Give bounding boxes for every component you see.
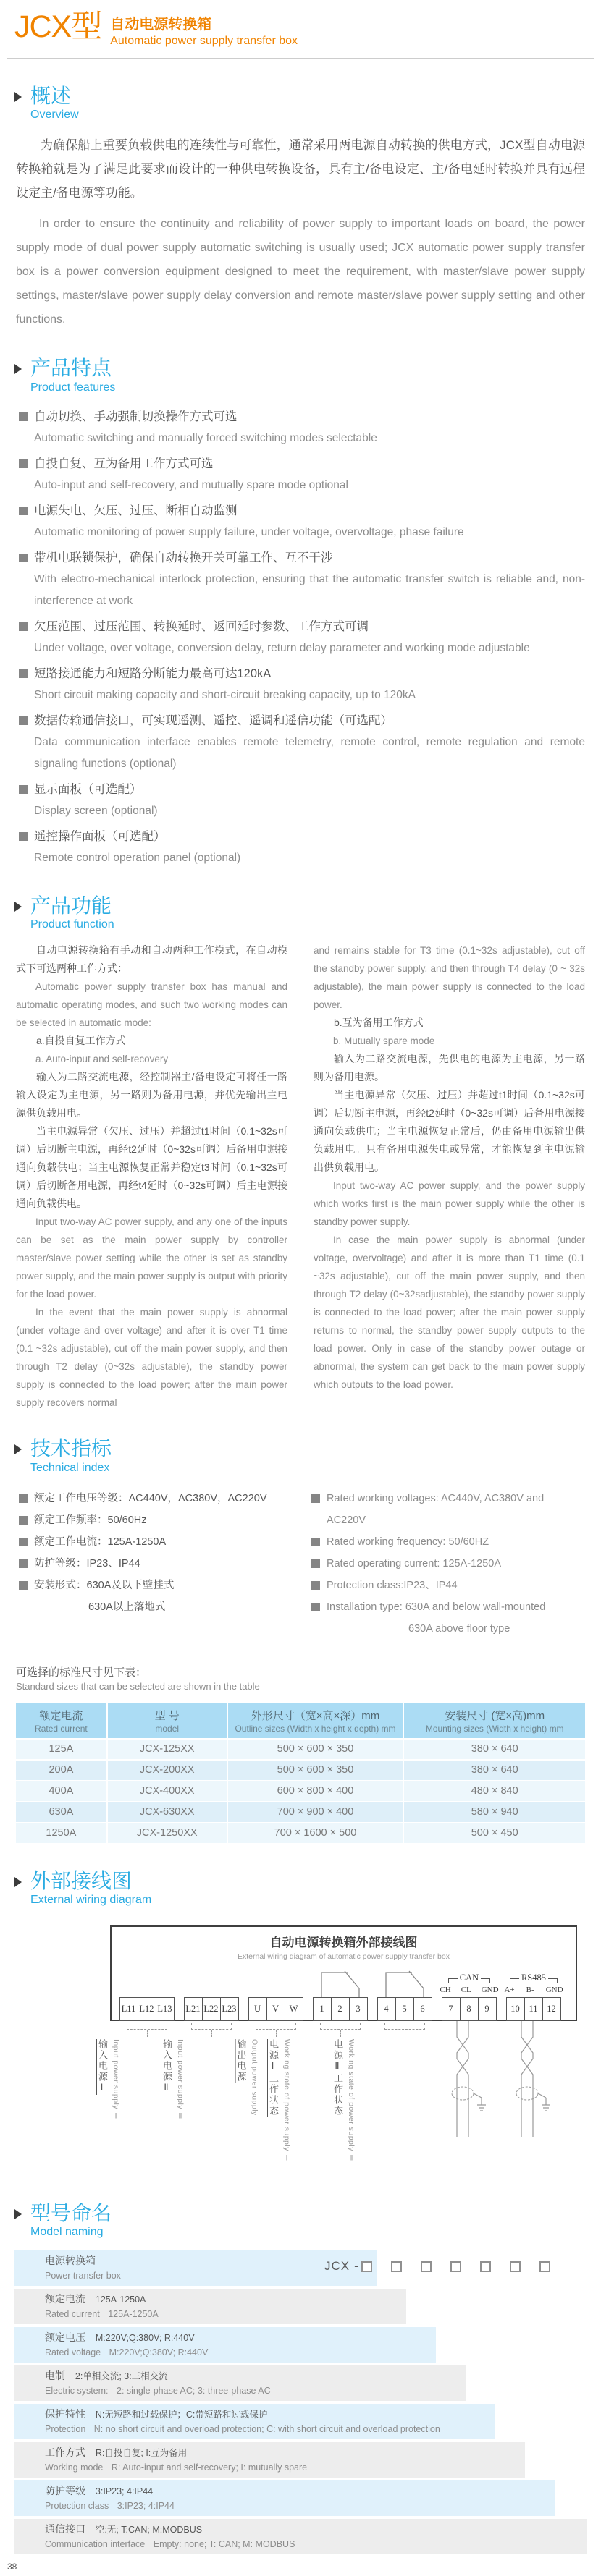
- function-paragraph: 当主电源异常（欠压、过压）并超过t1时间（0.1~32s可调）后切断主电源，再经t2延时（0~32s可调）后备用电源接通向负载供电；当主电源恢复正常后，仍由备用电源输出供负载用电。只有备用电源失电或异常，才能恢复到主电源输出供负载用电。: [314, 1089, 585, 1174]
- terminal: 11: [524, 1997, 543, 2021]
- cell-outline-size: 600 × 800 × 400: [228, 1781, 403, 1801]
- feature-text-cn: 短路接通能力和短路分断能力最高可达120kA: [34, 666, 272, 680]
- tech-text: 安装形式：630A及以下壁挂式: [34, 1579, 175, 1591]
- tech-item: [311, 1553, 585, 1575]
- feature-item: [19, 663, 585, 706]
- section-title-cn: 技术指标: [30, 1437, 112, 1460]
- naming-label-cn: 额定电流: [45, 2293, 85, 2305]
- dashed-bracket: [256, 2023, 296, 2030]
- function-paragraph: In case the main power supply is abnormal (under voltage, overvoltage) and after it is more than T1 time (0.1 ~32s adjustable), cut off the main power supply, and then through T2 delay (0~32sadjustable), the standby power supply is connected to the load power; after the main power supply returns to normal, the standby power supply outputs to the load power. Only in case of the standby power outage or abnormal, the system can get back to the main power supply which outputs to the load power.: [314, 1234, 585, 1391]
- bullet-square-icon: [19, 554, 28, 562]
- feature-item: [19, 500, 585, 543]
- tech-text: Installation type: 630A and below wall-mounted: [327, 1601, 546, 1613]
- cell-mounting-size: 500 × 450: [404, 1823, 585, 1843]
- group-label-input1: 输入电源Ⅰ Input power supply Ⅰ: [119, 2021, 175, 2121]
- naming-label-cn: 额定电压: [45, 2331, 85, 2344]
- feature-text-en: Remote control operation panel (optional): [34, 851, 241, 864]
- function-paragraph: In the event that the main power supply is abnormal (under voltage and over voltage) and after it is over T1 time (0.1 ~32s adjustable), cut off the main power supply, and then through T2 delay (0~32s adjustable), the standby power supply is connected to the load power; after the main power supply recovers normal: [16, 1307, 287, 1409]
- bullet-square-icon: [311, 1581, 320, 1590]
- section-title-cn: 外部接线图: [30, 1869, 133, 1892]
- tech-text: 额定工作电压等级：AC440V，AC380V，AC220V: [34, 1492, 267, 1504]
- section-marker-icon: [14, 2209, 22, 2219]
- cell-mounting-size: 380 × 640: [404, 1740, 585, 1759]
- section-marker-icon: [14, 902, 22, 912]
- diagram-title-cn: 自动电源转换箱外部接线图: [269, 1935, 418, 1949]
- page-number: 38: [7, 2562, 17, 2572]
- function-subheading: a. Auto-input and self-recovery: [35, 1054, 169, 1065]
- table-header-row: [16, 1703, 585, 1738]
- section-title-cn: 产品功能: [30, 894, 112, 917]
- naming-desc-cn: R:自投自复; I:互为备用: [95, 2448, 188, 2459]
- naming-label-cn: 保护特性: [45, 2408, 85, 2420]
- feature-text-cn: 欠压范围、过压范围、转换延时、返回延时参数、工作方式可调: [34, 619, 369, 633]
- model-code-box: [421, 2261, 432, 2272]
- naming-label-en: Communication interface: [45, 2539, 146, 2550]
- section-naming-head: [14, 2203, 601, 2239]
- function-paragraph: Input two-way AC power supply, and any one of the inputs can be set as the main power supply by controller master/slave power setting while the other is set as standby power supply, and the main power supply is output with priority for the load power.: [16, 1216, 287, 1300]
- tech-text: 防护等级：IP23、IP44: [34, 1557, 140, 1569]
- cell-outline-size: 500 × 600 × 350: [228, 1761, 403, 1780]
- section-title-en: Product function: [30, 918, 114, 931]
- cell-outline-size: 700 × 900 × 400: [228, 1802, 403, 1822]
- bullet-square-icon: [19, 507, 28, 515]
- bullet-square-icon: [19, 1559, 28, 1568]
- naming-desc-en: M:220V;Q:380V; R:440V: [109, 2347, 209, 2358]
- terminal: 9: [478, 1997, 497, 2021]
- naming-label-en: Protection: [45, 2424, 86, 2435]
- naming-row: [14, 2250, 377, 2286]
- feature-item: [19, 616, 585, 659]
- wiring-diagram: [97, 1925, 577, 2177]
- function-column-right: [314, 941, 585, 1412]
- group-label-output: 输出电源 Output power supply: [248, 2021, 304, 2116]
- col-header-rated-current: 额定电流 Rated current: [16, 1703, 106, 1738]
- terminal: U: [248, 1997, 267, 2021]
- tech-subtext: 630A above floor type: [408, 1622, 510, 1635]
- naming-desc-en: R: Auto-input and self-recovery; I: mutually spare: [111, 2462, 308, 2473]
- cell-mounting-size: 380 × 640: [404, 1761, 585, 1780]
- section-title-cn: 概述: [30, 85, 72, 107]
- bullet-square-icon: [19, 785, 28, 794]
- bullet-square-icon: [19, 669, 28, 678]
- terminal: 3: [349, 1997, 368, 2021]
- naming-row: [14, 2289, 406, 2324]
- terminal: 12: [542, 1997, 561, 2021]
- naming-row: [14, 2365, 466, 2401]
- terminal: 5: [395, 1997, 414, 2021]
- model-code-box: [361, 2261, 372, 2272]
- tech-text: Rated working frequency: 50/60HZ: [327, 1535, 489, 1548]
- function-column-left: [16, 941, 287, 1412]
- feature-item: [19, 779, 585, 822]
- dashed-bracket: [191, 2023, 232, 2030]
- cell-mounting-size: 580 × 940: [404, 1802, 585, 1822]
- changeover-contact-icon: [314, 1964, 366, 1997]
- feature-text-cn: 显示面板（可选配）: [34, 782, 142, 796]
- feature-text-cn: 数据传输通信接口，可实现遥测、遥控、遥调和遥信功能（可选配）: [34, 713, 392, 727]
- overview-paragraph-en: In order to ensure the continuity and reliability of power supply to important loads on board, the power supply mode of dual power supply automatic switching is usually used; JCX automatic power supply transfer box is a power conversion equipment designed to meet the requirement, with master/slave power supply settings, master/slave power supply delay conversion and remote master/slave power supply setting and other functions.: [16, 218, 585, 326]
- table-intro-cn: 可选择的标准尺寸见下表：: [16, 1666, 147, 1679]
- col-header-outline-sizes: 外形尺寸（宽×高×深）mm Outline sizes (Width x height x depth) mm: [228, 1703, 403, 1738]
- tech-text: 额定工作频率：50/60Hz: [34, 1514, 147, 1526]
- terminal: 8: [460, 1997, 479, 2021]
- naming-row: [14, 2480, 555, 2516]
- bullet-square-icon: [19, 1538, 28, 1546]
- table-row: [16, 1740, 585, 1759]
- col-header-model: 型 号 model: [108, 1703, 227, 1738]
- feature-item: [19, 710, 585, 775]
- tech-item: [19, 1488, 293, 1509]
- cell-mounting-size: 480 × 840: [404, 1781, 585, 1801]
- function-subheading: b. Mutually spare mode: [333, 1035, 435, 1047]
- terminal-strip: [110, 1961, 577, 2021]
- bullet-square-icon: [19, 1516, 28, 1525]
- terminal-group-rs485: [505, 1961, 562, 2021]
- cell-model: JCX-200XX: [108, 1761, 227, 1780]
- terminal-group-can: [441, 1961, 497, 2021]
- section-title-en: Model naming: [30, 2226, 104, 2239]
- tech-column-cn: [19, 1488, 293, 1640]
- section-features-head: [14, 357, 601, 394]
- naming-label-cn: 通信接口: [45, 2523, 85, 2535]
- section-title-en: Overview: [30, 109, 79, 122]
- section-marker-icon: [14, 364, 22, 374]
- feature-text-en: With electro-mechanical interlock protection, ensuring that the automatic transfer switch is reliable and, non-interference at work: [34, 572, 585, 607]
- tech-item: [311, 1596, 585, 1640]
- table-row: [16, 1802, 585, 1822]
- terminal: 2: [331, 1997, 350, 2021]
- product-title-en: Automatic power supply transfer box: [110, 35, 298, 47]
- product-model-title: JCX型: [14, 9, 102, 44]
- tech-subtext: 630A以上落地式: [88, 1601, 166, 1613]
- can-bus-label: CAN: [459, 1972, 479, 1983]
- table-intro-en: Standard sizes that can be selected are shown in the table: [16, 1680, 260, 1692]
- function-paragraph: Input two-way AC power supply, and the power supply which works first is the main power supply while the other is standby power supply.: [314, 1180, 585, 1228]
- model-code-prefix: JCX: [324, 2259, 350, 2274]
- model-code-box: [480, 2261, 491, 2272]
- terminal: V: [266, 1997, 285, 2021]
- group-label-state2: 电源Ⅱ工作状态 Working state of power supply Ⅱ: [377, 2021, 433, 2163]
- tech-text: Rated working voltages: AC440V, AC380V and AC220V: [327, 1492, 545, 1526]
- terminal: 6: [413, 1997, 432, 2021]
- diagram-title-en: External wiring diagram of automatic power supply transfer box: [238, 1952, 450, 1961]
- tech-item: [19, 1509, 293, 1531]
- bullet-square-icon: [19, 1581, 28, 1590]
- naming-label-cn: 工作方式: [45, 2446, 85, 2459]
- cell-outline-size: 500 × 600 × 350: [228, 1740, 403, 1759]
- tech-column-en: [311, 1488, 585, 1640]
- bullet-square-icon: [311, 1559, 320, 1568]
- bullet-square-icon: [311, 1494, 320, 1503]
- page-header: [0, 0, 601, 48]
- bullet-square-icon: [19, 716, 28, 725]
- terminal: L12: [138, 1997, 156, 2021]
- feature-text-en: Auto-input and self-recovery, and mutually spare mode optional: [34, 478, 348, 491]
- naming-desc-cn: 3:IP23; 4:IP44: [95, 2486, 154, 2497]
- feature-text-en: Short circuit making capacity and short-circuit breaking capacity, up to 120kA: [34, 688, 416, 701]
- function-columns: [16, 941, 585, 1412]
- section-marker-icon: [14, 92, 22, 102]
- group-label-input2: 输入电源Ⅱ Input power supply Ⅱ: [183, 2021, 240, 2121]
- naming-desc-cn: M:220V;Q:380V; R:440V: [95, 2333, 195, 2344]
- col-header-mounting-sizes: 安装尺寸 (宽×高)mm Mounting sizes (Width x height) mm: [404, 1703, 585, 1738]
- feature-text-cn: 遥控操作面板（可选配）: [34, 829, 166, 843]
- terminal-group-state1: [312, 1961, 369, 2021]
- model-code-box: [391, 2261, 402, 2272]
- tech-text: Rated operating current: 125A-1250A: [327, 1557, 502, 1569]
- rs485-cable: [505, 2021, 562, 2137]
- naming-label-cn: 电源转换箱: [45, 2255, 96, 2267]
- group-label-state1: 电源Ⅰ工作状态 Working state of power supply Ⅰ: [312, 2021, 369, 2163]
- bullet-square-icon: [311, 1538, 320, 1546]
- terminal: 10: [506, 1997, 525, 2021]
- naming-desc-en: Empty: none; T: CAN; M: MODBUS: [153, 2539, 295, 2550]
- feature-text-en: Data communication interface enables remote telemetry, remote control, remote regulation and remote signaling functions (optional): [34, 735, 585, 770]
- feature-text-en: Display screen (optional): [34, 804, 158, 817]
- header-divider: [7, 58, 594, 59]
- naming-desc-en: 2: single-phase AC; 3: three-phase AC: [117, 2386, 271, 2397]
- bullet-square-icon: [19, 459, 28, 468]
- section-title-cn: 产品特点: [30, 357, 112, 380]
- table-row: [16, 1761, 585, 1780]
- section-wiring-head: [14, 1870, 601, 1907]
- table-row: [16, 1781, 585, 1801]
- naming-row: [14, 2442, 525, 2478]
- cell-rated-current: 630A: [16, 1802, 106, 1822]
- naming-label-en: Working mode: [45, 2462, 104, 2473]
- dashed-bracket: [384, 2023, 425, 2030]
- cell-outline-size: 700 × 1600 × 500: [228, 1823, 403, 1843]
- terminal: 7: [442, 1997, 461, 2021]
- table-row: [16, 1823, 585, 1843]
- feature-item: [19, 547, 585, 612]
- naming-desc-en: 3:IP23; 4:IP44: [117, 2501, 175, 2512]
- model-naming-diagram: [14, 2250, 587, 2554]
- cell-model: JCX-400XX: [108, 1781, 227, 1801]
- model-code-box: [450, 2261, 461, 2272]
- naming-desc-en: N: no short circuit and overload protection; C: with short circuit and overload protection: [93, 2424, 440, 2435]
- can-cable: [441, 2021, 497, 2137]
- changeover-contact-icon: [379, 1964, 431, 1997]
- terminal: L11: [119, 1997, 138, 2021]
- section-marker-icon: [14, 1444, 22, 1454]
- terminal: L21: [184, 1997, 203, 2021]
- model-code-box: [539, 2261, 550, 2272]
- terminal-group-input1: [119, 1961, 175, 2021]
- section-title-en: External wiring diagram: [30, 1893, 152, 1906]
- naming-label-cn: 防护等级: [45, 2485, 85, 2497]
- tech-text: 额定工作电流：125A-1250A: [34, 1535, 167, 1548]
- naming-desc-cn: 2:单相交流; 3:三相交流: [75, 2371, 168, 2382]
- section-tech-head: [14, 1438, 601, 1474]
- terminal: L23: [220, 1997, 239, 2021]
- tech-item: [311, 1575, 585, 1596]
- section-overview-head: [14, 85, 601, 122]
- model-code-row: [324, 2259, 550, 2274]
- overview-paragraph-cn: 为确保船上重要负载供电的连续性与可靠性，通常采用两电源自动转换的供电方式，JCX型自动电源转换箱就是为了满足此要求而设计的一种供电转换设备，具有主/备电设定、主/备电延时转换并具有远程设定主/备电源等功能。: [16, 138, 585, 200]
- function-paragraph: 当主电源异常（欠压、过压）并超过t1时间（0.1~32s可调）后切断主电源，再经t2延时（0~32s可调）后备用电源接通向负载供电；当主电源恢复正常并稳定t3时间（0.1~32s可调）后切断备用电源，再经t4延时（0~32s可调）后主电源接通向负载供电。: [16, 1125, 287, 1210]
- tech-columns: [19, 1488, 585, 1640]
- twisted-pair-cable-icon: [511, 2021, 556, 2137]
- feature-list: [19, 406, 585, 869]
- dashed-bracket: [320, 2023, 361, 2030]
- feature-item: [19, 453, 585, 496]
- naming-label-cn: 电制: [45, 2370, 65, 2382]
- naming-row: [14, 2519, 587, 2554]
- feature-text-cn: 带机电联锁保护，确保自动转换开关可靠工作、互不干涉: [34, 551, 333, 564]
- section-function-head: [14, 895, 601, 931]
- tech-item: [311, 1488, 585, 1531]
- rs485-bus-label: RS485: [521, 1972, 547, 1983]
- tech-item: [311, 1531, 585, 1553]
- standard-sizes-table: [14, 1702, 587, 1844]
- feature-text-cn: 自动切换、手动强制切换操作方式可选: [34, 410, 238, 423]
- section-marker-icon: [14, 1877, 22, 1887]
- bullet-square-icon: [19, 1494, 28, 1503]
- feature-item: [19, 826, 585, 869]
- rs485-pin-labels: A+ B- GND: [504, 1985, 563, 1994]
- feature-text-en: Under voltage, over voltage, conversion delay, return delay parameter and working mode adjustable: [34, 641, 530, 654]
- terminal-group-input2: [183, 1961, 240, 2021]
- feature-text-en: Automatic monitoring of power supply failure, under voltage, overvoltage, phase failure: [34, 525, 464, 538]
- wiring-group-labels: [97, 2021, 577, 2177]
- tech-item: [19, 1553, 293, 1575]
- terminal: W: [285, 1997, 303, 2021]
- section-title-en: Product features: [30, 381, 116, 394]
- naming-desc-cn: 125A-1250A: [95, 2295, 146, 2305]
- terminal: L13: [156, 1997, 175, 2021]
- function-paragraph: Automatic power supply transfer box has manual and automatic operating modes, and such two working modes can be selected in automatic mode:: [16, 981, 287, 1029]
- twisted-pair-cable-icon: [447, 2021, 492, 2137]
- function-paragraph: 输入为二路交流电源，先供电的电源为主电源，另一路则为备用电源。: [314, 1053, 585, 1083]
- function-subheading: b.互为备用工作方式: [334, 1017, 424, 1029]
- rs485-bus-bracket: [510, 1973, 558, 1983]
- terminal: L22: [202, 1997, 221, 2021]
- dashed-bracket: [127, 2023, 167, 2030]
- terminal: 4: [377, 1997, 396, 2021]
- shield-ground-icon: [542, 2098, 550, 2111]
- cell-model: JCX-1250XX: [108, 1823, 227, 1843]
- function-paragraph: 自动电源转换箱有手动和自动两种工作模式，在自动模式下可选两种工作方式：: [16, 944, 287, 975]
- naming-label-en: Protection class: [45, 2501, 109, 2512]
- feature-text-en: Automatic switching and manually forced switching modes selectable: [34, 431, 377, 444]
- product-title-cn: 自动电源转换箱: [110, 17, 212, 33]
- naming-label-en: Rated voltage: [45, 2347, 101, 2358]
- naming-label-en: Power transfer box: [45, 2271, 121, 2281]
- bullet-square-icon: [19, 622, 28, 631]
- naming-desc-cn: N:无短路和过载保护；C:带短路和过载保护: [95, 2410, 268, 2420]
- feature-text-cn: 电源失电、欠压、过压、断相自动监测: [34, 504, 238, 517]
- function-subheading: a.自投自复工作方式: [36, 1035, 126, 1047]
- cell-model: JCX-630XX: [108, 1802, 227, 1822]
- feature-item: [19, 406, 585, 449]
- terminal: 1: [313, 1997, 332, 2021]
- naming-desc-cn: 空:无; T:CAN; M:MODBUS: [95, 2525, 203, 2535]
- naming-desc-en: 125A-1250A: [108, 2309, 159, 2320]
- terminal-group-state2: [377, 1961, 433, 2021]
- terminal-group-output: [248, 1961, 304, 2021]
- section-title-en: Technical index: [30, 1461, 110, 1474]
- section-title-cn: 型号命名: [30, 2201, 112, 2224]
- can-bus-bracket: [448, 1973, 490, 1983]
- naming-label-en: Electric system:: [45, 2386, 109, 2397]
- feature-text-cn: 自投自复、互为备用工作方式可选: [34, 457, 214, 470]
- cell-rated-current: 200A: [16, 1761, 106, 1780]
- function-paragraph: and remains stable for T3 time (0.1~32s adjustable), cut off the standby power supply, and then through T4 delay (0 ~ 32s adjustable), the main power supply is connected to the load power.: [314, 945, 585, 1011]
- tech-item: [19, 1531, 293, 1553]
- naming-label-en: Rated current: [45, 2309, 100, 2320]
- cell-rated-current: 1250A: [16, 1823, 106, 1843]
- naming-row: [14, 2327, 436, 2363]
- function-paragraph: 输入为二路交流电源，经控制器主/备电设定可将任一路输入设定为主电源，另一路则为备用电源，并优先输出主电源供负载用电。: [16, 1071, 287, 1119]
- cell-rated-current: 400A: [16, 1781, 106, 1801]
- model-code-box: [510, 2261, 521, 2272]
- bullet-square-icon: [19, 412, 28, 421]
- bullet-square-icon: [19, 832, 28, 841]
- shield-ground-icon: [477, 2098, 486, 2111]
- tech-text: Protection class:IP23、IP44: [327, 1579, 458, 1591]
- tech-item: [19, 1575, 293, 1618]
- model-code-dash: -: [354, 2259, 358, 2274]
- cell-model: JCX-125XX: [108, 1740, 227, 1759]
- can-pin-labels: CH CL GND: [440, 1985, 499, 1994]
- naming-row: [14, 2404, 495, 2439]
- cell-rated-current: 125A: [16, 1740, 106, 1759]
- bullet-square-icon: [311, 1603, 320, 1611]
